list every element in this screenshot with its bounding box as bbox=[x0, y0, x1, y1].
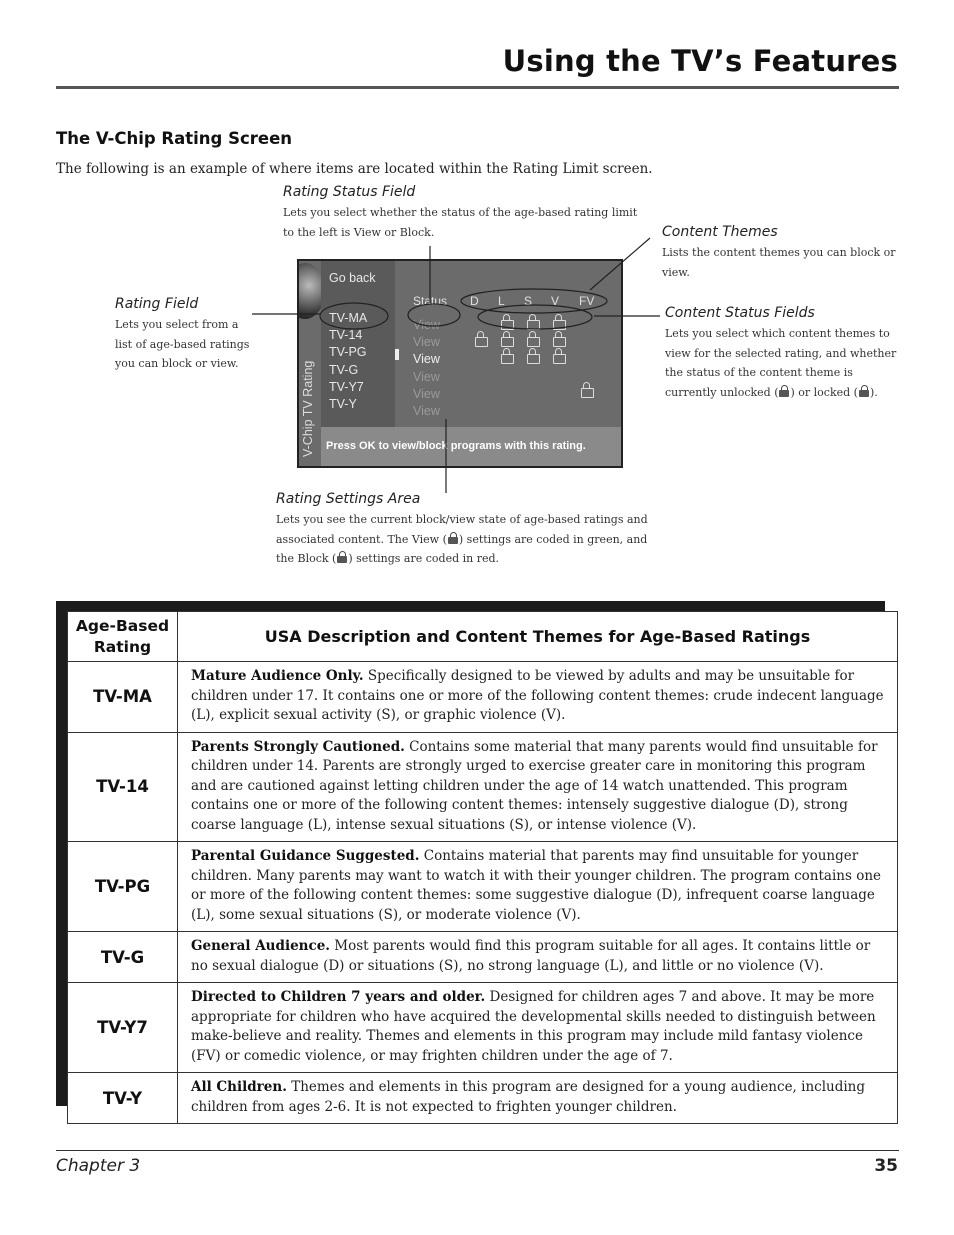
lock-icon[interactable] bbox=[553, 335, 564, 346]
section-heading: The V-Chip Rating Screen bbox=[56, 129, 293, 148]
rating-item[interactable]: TV-14 bbox=[329, 328, 363, 343]
side-label: V-Chip TV Rating bbox=[301, 360, 315, 457]
theme-header-fv: FV bbox=[579, 294, 595, 308]
table-header-row bbox=[68, 612, 898, 662]
table-row bbox=[68, 842, 898, 932]
lock-icon[interactable] bbox=[527, 335, 538, 346]
callout-text: Lets you select which content themes to view for the selected rating, and whether the status of the content theme is currently unlocked ( ) or locked ( ). bbox=[665, 327, 897, 399]
view-icon bbox=[448, 532, 458, 544]
lock-icon[interactable] bbox=[501, 335, 512, 346]
rating-item[interactable]: TV-G bbox=[329, 362, 359, 377]
description-cell: Parental Guidance Suggested. Contains material that parents may find unsuitable for younger children. Many parents may want to watch it with their younger children. The program contains one or more of the following content themes: some suggestive dialogue (D), infrequent coarse language (L), some sexual situations (S), or moderate violence (V). bbox=[178, 842, 898, 932]
rating-item[interactable]: TV-PG bbox=[329, 345, 367, 360]
rating-cell: TV-G bbox=[68, 932, 178, 983]
lock-icon[interactable] bbox=[581, 386, 592, 397]
lock-icon[interactable] bbox=[553, 352, 564, 363]
description-cell: Directed to Children 7 years and older. Designed for children ages 7 and above. It may be more appropriate for children who have acquired the developmental skills needed to distinguish between make-believe and reality. Themes and elements in this program may include mild fantasy violence (FV) or comedic violence, or may frighten children under the age of 7. bbox=[178, 983, 898, 1073]
callout-text: Lists the content themes you can block or view. bbox=[662, 246, 896, 279]
callout-content-status bbox=[665, 304, 905, 402]
rating-list bbox=[329, 310, 367, 413]
rating-cell: TV-14 bbox=[68, 732, 178, 842]
status-header: Status bbox=[413, 294, 448, 308]
lock-icon[interactable] bbox=[475, 335, 486, 346]
theme-header-l: L bbox=[498, 294, 505, 308]
table-row bbox=[68, 662, 898, 733]
title-rule bbox=[56, 86, 899, 89]
page-title: Using the TV’s Features bbox=[502, 44, 898, 78]
lock-icon[interactable] bbox=[553, 318, 564, 329]
table-row bbox=[68, 732, 898, 842]
intro-text: The following is an example of where items are located within the Rating Limit screen. bbox=[56, 161, 653, 177]
rating-item[interactable]: TV-Y7 bbox=[329, 379, 364, 394]
description-cell: Mature Audience Only. Specifically designed to be viewed by adults and may be unsuitable for children under 17. It contains one or more of the following content themes: crude indecent language (L), explicit sexual activity (S), or graphic violence (V). bbox=[178, 662, 898, 733]
status-item[interactable]: View bbox=[413, 386, 440, 401]
callout-text: Lets you select whether the status of the age-based rating limit to the left is View or Block. bbox=[283, 206, 638, 239]
callout-content-themes bbox=[662, 223, 902, 282]
lock-icon[interactable] bbox=[501, 352, 512, 363]
vchip-rating-screen bbox=[297, 259, 623, 468]
callout-title: Rating Settings Area bbox=[276, 491, 421, 507]
header-age-based-rating: Age-Based Rating bbox=[68, 612, 178, 662]
status-item[interactable]: View bbox=[413, 369, 440, 384]
rating-item[interactable]: TV-MA bbox=[329, 311, 368, 325]
description-cell: All Children. Themes and elements in this program are designed for a young audience, including children from ages 2-6. It is not expected to frighten younger children. bbox=[178, 1073, 898, 1124]
rating-item[interactable]: TV-Y bbox=[329, 397, 357, 412]
table-row bbox=[68, 983, 898, 1073]
go-back-item[interactable]: Go back bbox=[329, 271, 376, 285]
callout-title: Rating Status Field bbox=[283, 184, 416, 200]
status-item[interactable]: View bbox=[413, 404, 440, 419]
theme-header-v: V bbox=[551, 294, 560, 308]
block-icon bbox=[337, 551, 347, 563]
callout-title: Rating Field bbox=[115, 296, 199, 312]
header-description: USA Description and Content Themes for Age-Based Ratings bbox=[178, 612, 898, 662]
lock-icon[interactable] bbox=[527, 352, 538, 363]
callout-rating-field bbox=[115, 295, 255, 374]
status-list bbox=[413, 317, 440, 420]
callout-title: Content Status Fields bbox=[665, 305, 815, 321]
table-row bbox=[68, 932, 898, 983]
callout-text: Lets you select from a list of age-based ratings you can block or view. bbox=[115, 318, 250, 370]
status-item[interactable]: View bbox=[413, 352, 440, 367]
rating-cell: TV-Y bbox=[68, 1073, 178, 1124]
theme-header-d: D bbox=[470, 294, 479, 308]
page-number: 35 bbox=[874, 1156, 898, 1176]
lock-icon[interactable] bbox=[527, 318, 538, 329]
status-item[interactable]: View bbox=[413, 335, 440, 350]
theme-header-s: S bbox=[524, 294, 533, 308]
footer-rule bbox=[56, 1150, 899, 1151]
callout-rating-settings bbox=[276, 490, 658, 569]
rating-cell: TV-Y7 bbox=[68, 983, 178, 1073]
instruction-bar bbox=[321, 427, 623, 468]
callout-title: Content Themes bbox=[662, 224, 778, 240]
selection-marker bbox=[395, 349, 399, 360]
callout-text: Lets you see the current block/view state of age-based ratings and associated content. The View ( ) settings are coded in green, and the Block ( ) settings are coded in red. bbox=[276, 513, 648, 565]
description-cell: General Audience. Most parents would find this program suitable for all ages. It contains little or no sexual dialogue (D) or situations (S), no strong language (L), and little or no violence (V). bbox=[178, 932, 898, 983]
status-item[interactable]: View bbox=[413, 318, 440, 332]
locked-icon bbox=[859, 385, 869, 397]
unlocked-icon bbox=[779, 385, 789, 397]
table-row bbox=[68, 1073, 898, 1124]
chapter-label: Chapter 3 bbox=[56, 1156, 141, 1176]
lock-icon[interactable] bbox=[501, 318, 512, 329]
instruction-text: Press OK to view/block programs with this rating. bbox=[326, 440, 586, 452]
ratings-table bbox=[67, 611, 898, 1124]
callout-rating-status bbox=[283, 183, 643, 242]
rating-cell: TV-PG bbox=[68, 842, 178, 932]
rating-cell: TV-MA bbox=[68, 662, 178, 733]
description-cell: Parents Strongly Cautioned. Contains some material that many parents would find unsuitable for children under 14. Parents are strongly urged to exercise greater care in monitoring this program and are cautioned against letting children under the age of 14 watch unattended. This program contains one or more of the following content themes: intensely suggestive dialogue (D), strong coarse language (L), intense sexual situations (S), or intense violence (V). bbox=[178, 732, 898, 842]
